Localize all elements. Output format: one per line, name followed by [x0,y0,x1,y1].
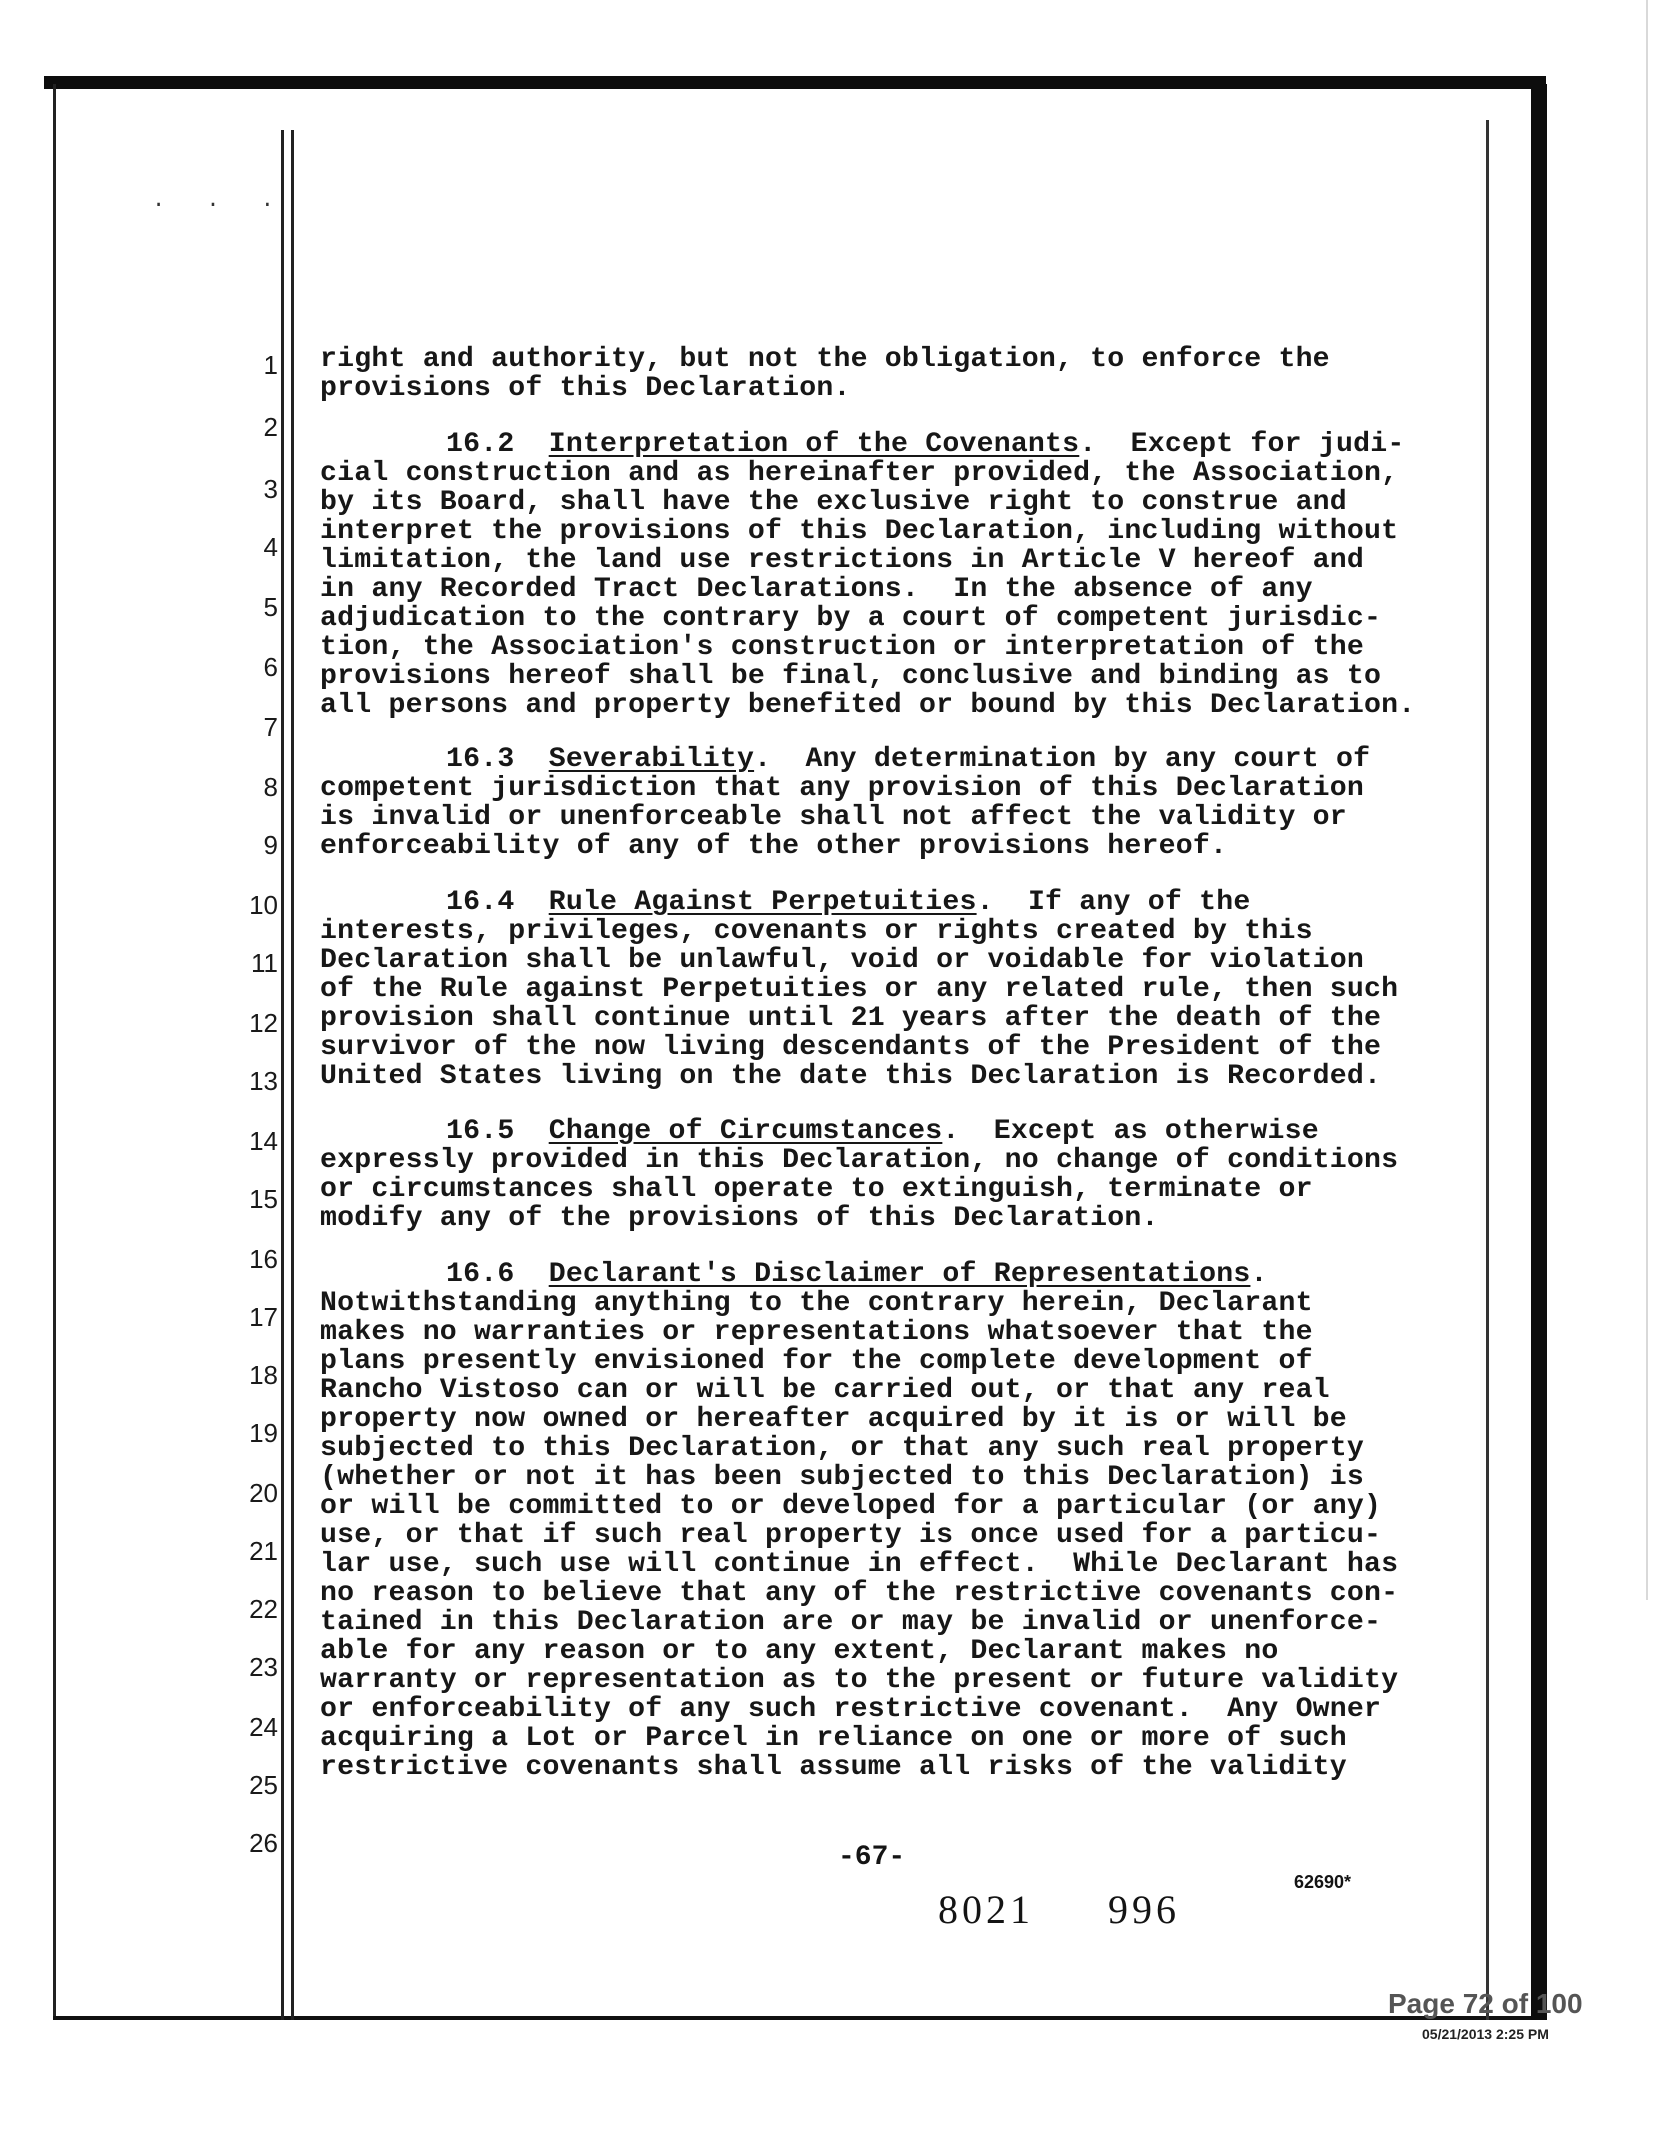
section-number: 16.5 [446,1116,515,1147]
text-line: (whether or not it has been subjected to this Declaration) is [320,1462,1365,1493]
text-line: or will be committed to or developed for a particular (or any) [320,1491,1382,1522]
text-line: provisions hereof shall be final, conclusive and binding as to [320,661,1382,692]
section-heading-line [446,1117,1319,1147]
line-number: 25 [249,1770,278,1800]
top-border [44,76,1546,89]
section-number: 16.2 [446,429,515,460]
line-number: 10 [249,890,278,920]
text-line: subjected to this Declaration, or that any such real property [320,1433,1365,1464]
text-line: plans presently envisioned for the complete development of [320,1346,1313,1377]
text-line: warranty or representation as to the present or future validity [320,1665,1399,1696]
line-number: 7 [263,712,278,742]
text-line: in any Recorded Tract Declarations. In the absence of any [320,574,1313,605]
section-heading-line [446,1260,1268,1290]
section-heading: Rule Against Perpetuities [548,887,977,918]
line-number: 12 [249,1008,278,1038]
line-number: 11 [251,948,278,978]
text-line: provisions of this Declaration. [320,373,851,404]
section-lead: . [1250,1259,1268,1290]
line-number: 16 [249,1244,278,1274]
text-line: able for any reason or to any extent, Declarant makes no [320,1636,1279,1667]
text-line: lar use, such use will continue in effect. While Declarant has [320,1549,1399,1580]
text-line: property now owned or hereafter acquired by it is or will be [320,1404,1347,1435]
text-line: by its Board, shall have the exclusive right to construe and [320,487,1347,518]
text-line: tained in this Declaration are or may be invalid or unenforce- [320,1607,1382,1638]
line-number: 3 [263,474,278,504]
left-border [53,84,56,2019]
text-line: interpret the provisions of this Declaration, including without [320,516,1399,547]
text-line: provision shall continue until 21 years after the death of the [320,1003,1382,1034]
text-line: of the Rule against Perpetuities or any related rule, then such [320,974,1399,1005]
text-line: acquiring a Lot or Parcel in reliance on one or more of such [320,1723,1347,1754]
line-number: 5 [263,592,278,622]
line-number: 4 [263,532,278,562]
text-line: expressly provided in this Declaration, no change of conditions [320,1145,1399,1176]
section-heading-line [446,745,1370,775]
line-number: 24 [249,1712,278,1742]
text-line: survivor of the now living descendants of the President of the [320,1032,1382,1063]
section-number: 16.6 [446,1259,515,1290]
text-line: no reason to believe that any of the restrictive covenants con- [320,1578,1399,1609]
bottom-border [53,2016,1543,2020]
recording-book-number: 8021 [938,1887,1034,1932]
section-heading-line [446,888,1250,918]
text-line: cial construction and as hereinafter provided, the Association, [320,458,1399,489]
print-timestamp: 05/21/2013 2:25 PM [1422,2026,1549,2042]
text-line: limitation, the land use restrictions in Article V hereof and [320,545,1365,576]
line-number: 15 [249,1184,278,1214]
line-number: 18 [249,1360,278,1390]
line-number: 9 [263,830,278,860]
text-line: competent jurisdiction that any provision of this Declaration [320,773,1365,804]
text-line: modify any of the provisions of this Declaration. [320,1203,1159,1234]
line-number: 14 [249,1126,278,1156]
scan-marks: . . . [152,188,289,213]
section-heading-line [446,430,1404,460]
scan-edge [1646,0,1648,1600]
text-line: or circumstances shall operate to extinguish, terminate or [320,1174,1313,1205]
line-number: 26 [249,1828,278,1858]
section-heading: Change of Circumstances [548,1116,943,1147]
text-line: makes no warranties or representations whatsoever that the [320,1317,1313,1348]
margin-rule [281,130,284,2020]
line-number: 13 [249,1066,278,1096]
line-number: 8 [263,772,278,802]
section-heading: Declarant's Disclaimer of Representations [548,1259,1251,1290]
line-number: 19 [249,1418,278,1448]
text-line: adjudication to the contrary by a court of competent jurisdic- [320,603,1382,634]
text-line: tion, the Association's construction or interpretation of the [320,632,1365,663]
page-number: -67- [838,1842,906,1873]
text-line: or enforceability of any such restrictive covenant. Any Owner [320,1694,1382,1725]
text-line: interests, privileges, covenants or rights created by this [320,916,1313,947]
text-line: restrictive covenants shall assume all risks of the validity [320,1752,1347,1783]
line-number: 17 [249,1302,278,1332]
recording-page-number: 996 [1108,1887,1180,1932]
text-line: enforceability of any of the other provisions hereof. [320,831,1228,862]
line-number: 21 [249,1536,278,1566]
line-number: 22 [249,1594,278,1624]
section-lead: . Except as otherwise [942,1116,1319,1147]
page-of-stamp: Page 72 of 100 [1388,1988,1583,2019]
line-number: 20 [249,1478,278,1508]
text-line: United States living on the date this Declaration is Recorded. [320,1061,1382,1092]
line-number: 2 [263,412,278,442]
section-heading: Interpretation of the Covenants [548,429,1080,460]
right-frame [1531,84,1547,2020]
margin-rule [291,130,294,2020]
section-number: 16.3 [446,744,515,775]
text-line: all persons and property benefited or bound by this Declaration. [320,690,1416,721]
document-code: 62690* [1294,1872,1352,1892]
section-lead: . Any determination by any court of [754,744,1371,775]
line-number: 1 [263,350,278,380]
text-line: is invalid or unenforceable shall not affect the validity or [320,802,1347,833]
text-line: Notwithstanding anything to the contrary herein, Declarant [320,1288,1313,1319]
text-line: use, or that if such real property is once used for a particu- [320,1520,1382,1551]
line-number: 23 [249,1652,278,1682]
section-lead: . Except for judi- [1079,429,1405,460]
line-number: 6 [263,652,278,682]
right-rule [1486,120,1489,2020]
section-heading: Severability [548,744,755,775]
section-lead: . If any of the [976,887,1251,918]
text-line: Rancho Vistoso can or will be carried out, or that any real [320,1375,1330,1406]
section-number: 16.4 [446,887,515,918]
text-line: right and authority, but not the obligation, to enforce the [320,344,1330,375]
text-line: Declaration shall be unlawful, void or voidable for violation [320,945,1365,976]
